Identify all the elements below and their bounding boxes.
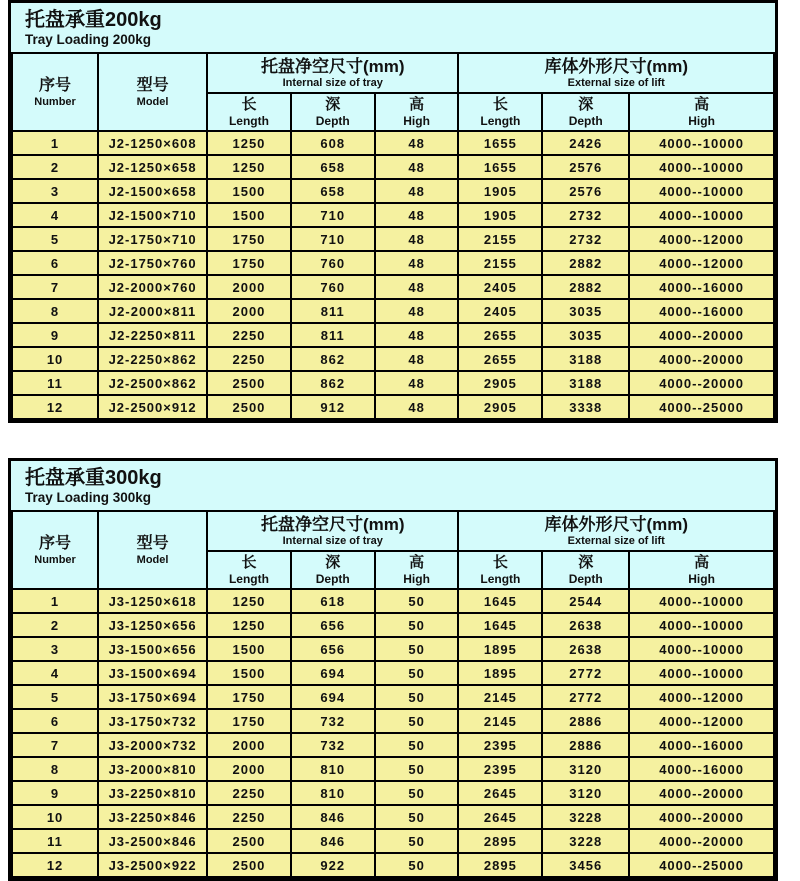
table-cell: 732 (291, 709, 375, 733)
table-cell: 2886 (542, 709, 629, 733)
table-cell: 3188 (542, 371, 629, 395)
table-cell: 1250 (207, 155, 291, 179)
table-row (12, 371, 774, 395)
table-cell: 1645 (458, 613, 542, 637)
table-cell: 2732 (542, 203, 629, 227)
table-cell: 760 (291, 251, 375, 275)
table-cell: 2426 (542, 131, 629, 155)
table-cell: 4000--16000 (629, 757, 774, 781)
section-title-en: Tray Loading 200kg (25, 32, 152, 47)
table-cell: 48 (375, 203, 459, 227)
table-cell: J2-1500×710 (98, 203, 207, 227)
table-row (12, 179, 774, 203)
table-cell: 2000 (207, 733, 291, 757)
header-group-row (12, 53, 774, 93)
col-header-model: 型号 Model (98, 511, 207, 589)
table-row (12, 661, 774, 685)
table-cell: 4000--10000 (629, 637, 774, 661)
table-cell: J3-2000×732 (98, 733, 207, 757)
table-cell: 48 (375, 347, 459, 371)
table-cell: 2655 (458, 323, 542, 347)
table-cell: 2772 (542, 661, 629, 685)
table-cell: 710 (291, 203, 375, 227)
table-cell: 694 (291, 661, 375, 685)
table-row (12, 155, 774, 179)
table-cell: 4000--12000 (629, 709, 774, 733)
col-header-external-length: 长 Length (458, 551, 542, 589)
table-cell: 2905 (458, 371, 542, 395)
table-cell: 2155 (458, 227, 542, 251)
group-header-external-size: 库体外形尺寸(mm) External size of lift (458, 511, 774, 551)
table-cell: J2-1250×658 (98, 155, 207, 179)
table-cell: 4000--10000 (629, 203, 774, 227)
table-cell: 8 (12, 299, 98, 323)
table-cell: 846 (291, 805, 375, 829)
col-header-external-depth: 深 Depth (542, 551, 629, 589)
table-cell: J3-1250×656 (98, 613, 207, 637)
table-cell: 1655 (458, 131, 542, 155)
section-title-200kg (11, 3, 775, 52)
table-cell: 6 (12, 251, 98, 275)
table-cell: 1895 (458, 661, 542, 685)
table-cell: 12 (12, 853, 98, 877)
col-header-internal-depth: 深 Depth (291, 93, 375, 131)
table-cell: 3228 (542, 829, 629, 853)
table-cell: 7 (12, 275, 98, 299)
table-cell: J3-1750×732 (98, 709, 207, 733)
table-row (12, 733, 774, 757)
table-cell: 50 (375, 685, 459, 709)
table-cell: 3 (12, 179, 98, 203)
table-cell: 1905 (458, 179, 542, 203)
table-cell: 2576 (542, 179, 629, 203)
table-cell: 811 (291, 323, 375, 347)
table-cell: 4000--10000 (629, 661, 774, 685)
table-cell: 50 (375, 781, 459, 805)
table-cell: J3-1750×694 (98, 685, 207, 709)
col-header-model: 型号 Model (98, 53, 207, 131)
table-cell: 2250 (207, 347, 291, 371)
col-header-external-depth: 深 Depth (542, 93, 629, 131)
table-cell: 4000--10000 (629, 613, 774, 637)
header-group-row (12, 511, 774, 551)
table-cell: 608 (291, 131, 375, 155)
table-cell: 3228 (542, 805, 629, 829)
table-cell: 5 (12, 685, 98, 709)
table-cell: 2895 (458, 853, 542, 877)
table-cell: 4000--16000 (629, 733, 774, 757)
table-cell: 1905 (458, 203, 542, 227)
table-cell: 1250 (207, 131, 291, 155)
table-row (12, 781, 774, 805)
table-cell: J2-1500×658 (98, 179, 207, 203)
table-cell: 1750 (207, 685, 291, 709)
table-cell: 811 (291, 299, 375, 323)
table-cell: 658 (291, 155, 375, 179)
table-row (12, 203, 774, 227)
table-cell: J2-2500×862 (98, 371, 207, 395)
table-cell: 4000--20000 (629, 805, 774, 829)
table-cell: 2645 (458, 781, 542, 805)
table-cell: 48 (375, 299, 459, 323)
table-cell: 2882 (542, 275, 629, 299)
col-header-internal-depth: 深 Depth (291, 551, 375, 589)
table-cell: 3 (12, 637, 98, 661)
table-cell: 1 (12, 589, 98, 613)
section-title-en: Tray Loading 300kg (25, 490, 152, 505)
table-row (12, 275, 774, 299)
group-header-external-size: 库体外形尺寸(mm) External size of lift (458, 53, 774, 93)
table-cell: 8 (12, 757, 98, 781)
table-cell: 2882 (542, 251, 629, 275)
table-cell: 1500 (207, 203, 291, 227)
table-cell: 50 (375, 661, 459, 685)
table-cell: 48 (375, 179, 459, 203)
table-cell: 5 (12, 227, 98, 251)
table-cell: 4000--20000 (629, 323, 774, 347)
table-cell: 2250 (207, 781, 291, 805)
table-row (12, 853, 774, 877)
table-cell: 1750 (207, 709, 291, 733)
table-cell: 2 (12, 155, 98, 179)
section-title-300kg (11, 461, 775, 510)
table-cell: 3456 (542, 853, 629, 877)
table-cell: 2 (12, 613, 98, 637)
table-cell: J2-2250×862 (98, 347, 207, 371)
table-cell: J2-1750×710 (98, 227, 207, 251)
table-cell: 4000--25000 (629, 395, 774, 419)
table-cell: 2405 (458, 299, 542, 323)
table-cell: 2895 (458, 829, 542, 853)
col-header-internal-length: 长 Length (207, 551, 291, 589)
table-cell: 1500 (207, 661, 291, 685)
table-cell: 48 (375, 395, 459, 419)
table-cell: 2145 (458, 685, 542, 709)
table-cell: 2500 (207, 395, 291, 419)
table-cell: 4000--16000 (629, 275, 774, 299)
table-cell: 12 (12, 395, 98, 419)
table-cell: 1655 (458, 155, 542, 179)
table-cell: 2000 (207, 299, 291, 323)
table-cell: 4000--12000 (629, 251, 774, 275)
table-cell: 2638 (542, 637, 629, 661)
table-cell: J2-2500×912 (98, 395, 207, 419)
table-cell: 4000--20000 (629, 347, 774, 371)
table-cell: 810 (291, 781, 375, 805)
table-cell: 11 (12, 371, 98, 395)
table-cell: 48 (375, 251, 459, 275)
table-cell: 2772 (542, 685, 629, 709)
table-row (12, 589, 774, 613)
table-cell: 4000--10000 (629, 179, 774, 203)
section-title-cn: 托盘承重200kg (25, 9, 162, 31)
table-cell: 618 (291, 589, 375, 613)
table-cell: 50 (375, 733, 459, 757)
table-cell: 4000--20000 (629, 829, 774, 853)
table-cell: 2638 (542, 613, 629, 637)
table-cell: 48 (375, 227, 459, 251)
table-cell: 922 (291, 853, 375, 877)
table-cell: 2000 (207, 757, 291, 781)
tray-loading-300kg-section (8, 458, 778, 881)
table-cell: 3338 (542, 395, 629, 419)
table-cell: 4000--25000 (629, 853, 774, 877)
table-cell: 1645 (458, 589, 542, 613)
table-cell: 710 (291, 227, 375, 251)
table-row (12, 685, 774, 709)
table-cell: 50 (375, 853, 459, 877)
table-cell: 4000--10000 (629, 589, 774, 613)
spec-table-body-300kg (12, 589, 774, 877)
table-cell: 48 (375, 371, 459, 395)
table-cell: 2000 (207, 275, 291, 299)
table-cell: 1250 (207, 613, 291, 637)
table-row (12, 347, 774, 371)
table-cell: 2905 (458, 395, 542, 419)
table-cell: 50 (375, 805, 459, 829)
table-row (12, 829, 774, 853)
table-cell: 658 (291, 179, 375, 203)
table-cell: 2886 (542, 733, 629, 757)
table-cell: J3-1500×694 (98, 661, 207, 685)
table-cell: 50 (375, 589, 459, 613)
table-cell: J3-2500×846 (98, 829, 207, 853)
table-cell: 2544 (542, 589, 629, 613)
table-cell: 2250 (207, 805, 291, 829)
table-cell: J2-1250×608 (98, 131, 207, 155)
table-cell: 4000--20000 (629, 371, 774, 395)
table-cell: 810 (291, 757, 375, 781)
table-cell: J2-1750×760 (98, 251, 207, 275)
table-cell: 2145 (458, 709, 542, 733)
table-cell: 2655 (458, 347, 542, 371)
col-header-number: 序号 Number (12, 53, 98, 131)
table-cell: 2645 (458, 805, 542, 829)
table-cell: J2-2250×811 (98, 323, 207, 347)
table-cell: 3188 (542, 347, 629, 371)
table-cell: 2500 (207, 853, 291, 877)
table-cell: 6 (12, 709, 98, 733)
table-cell: 10 (12, 805, 98, 829)
table-cell: J2-2000×811 (98, 299, 207, 323)
table-cell: 9 (12, 323, 98, 347)
table-cell: 3120 (542, 781, 629, 805)
table-cell: 912 (291, 395, 375, 419)
table-cell: 2250 (207, 323, 291, 347)
table-row (12, 395, 774, 419)
table-cell: 1895 (458, 637, 542, 661)
col-header-internal-high: 高 High (375, 551, 459, 589)
table-row (12, 613, 774, 637)
table-row (12, 323, 774, 347)
table-cell: 1750 (207, 227, 291, 251)
table-cell: 10 (12, 347, 98, 371)
table-cell: 48 (375, 131, 459, 155)
table-cell: 2576 (542, 155, 629, 179)
table-cell: 2155 (458, 251, 542, 275)
table-cell: 862 (291, 347, 375, 371)
table-cell: 3035 (542, 299, 629, 323)
table-cell: 2500 (207, 371, 291, 395)
table-cell: 48 (375, 323, 459, 347)
table-cell: 2732 (542, 227, 629, 251)
table-cell: 2500 (207, 829, 291, 853)
table-cell: J2-2000×760 (98, 275, 207, 299)
table-row (12, 637, 774, 661)
table-cell: 4000--10000 (629, 155, 774, 179)
table-cell: 1750 (207, 251, 291, 275)
table-cell: 2405 (458, 275, 542, 299)
table-cell: 3120 (542, 757, 629, 781)
group-header-internal-size: 托盘净空尺寸(mm) Internal size of tray (207, 511, 458, 551)
table-cell: J3-1250×618 (98, 589, 207, 613)
table-cell: 4000--12000 (629, 685, 774, 709)
col-header-number: 序号 Number (12, 511, 98, 589)
col-header-internal-length: 长 Length (207, 93, 291, 131)
table-cell: 50 (375, 637, 459, 661)
table-row (12, 227, 774, 251)
table-cell: 862 (291, 371, 375, 395)
table-cell: 4 (12, 203, 98, 227)
table-cell: J3-2500×922 (98, 853, 207, 877)
table-cell: 7 (12, 733, 98, 757)
table-cell: 732 (291, 733, 375, 757)
table-cell: J3-1500×656 (98, 637, 207, 661)
spec-table-body-200kg (12, 131, 774, 419)
table-cell: 48 (375, 155, 459, 179)
table-cell: 760 (291, 275, 375, 299)
table-cell: 1250 (207, 589, 291, 613)
table-cell: 4 (12, 661, 98, 685)
col-header-internal-high: 高 High (375, 93, 459, 131)
table-cell: J3-2250×810 (98, 781, 207, 805)
spec-table-200kg (11, 52, 775, 420)
table-cell: 1500 (207, 179, 291, 203)
table-row (12, 131, 774, 155)
group-header-internal-size: 托盘净空尺寸(mm) Internal size of tray (207, 53, 458, 93)
table-cell: 1 (12, 131, 98, 155)
table-row (12, 805, 774, 829)
section-title-cn: 托盘承重300kg (25, 467, 162, 489)
tray-loading-200kg-section (8, 0, 778, 423)
table-cell: J3-2250×846 (98, 805, 207, 829)
table-row (12, 709, 774, 733)
table-cell: 1500 (207, 637, 291, 661)
col-header-external-length: 长 Length (458, 93, 542, 131)
table-cell: 48 (375, 275, 459, 299)
table-row (12, 251, 774, 275)
table-cell: 9 (12, 781, 98, 805)
table-cell: 11 (12, 829, 98, 853)
table-cell: 2395 (458, 757, 542, 781)
spec-table-300kg (11, 510, 775, 878)
table-cell: 3035 (542, 323, 629, 347)
col-header-external-high: 高 High (629, 93, 774, 131)
table-cell: 50 (375, 613, 459, 637)
table-cell: 4000--16000 (629, 299, 774, 323)
table-cell: 2395 (458, 733, 542, 757)
table-cell: 656 (291, 613, 375, 637)
table-cell: 656 (291, 637, 375, 661)
table-cell: 4000--10000 (629, 131, 774, 155)
table-cell: 50 (375, 829, 459, 853)
table-cell: 50 (375, 757, 459, 781)
table-cell: 50 (375, 709, 459, 733)
table-cell: 4000--20000 (629, 781, 774, 805)
col-header-external-high: 高 High (629, 551, 774, 589)
table-cell: J3-2000×810 (98, 757, 207, 781)
table-cell: 694 (291, 685, 375, 709)
table-cell: 846 (291, 829, 375, 853)
table-cell: 4000--12000 (629, 227, 774, 251)
table-row (12, 757, 774, 781)
table-row (12, 299, 774, 323)
